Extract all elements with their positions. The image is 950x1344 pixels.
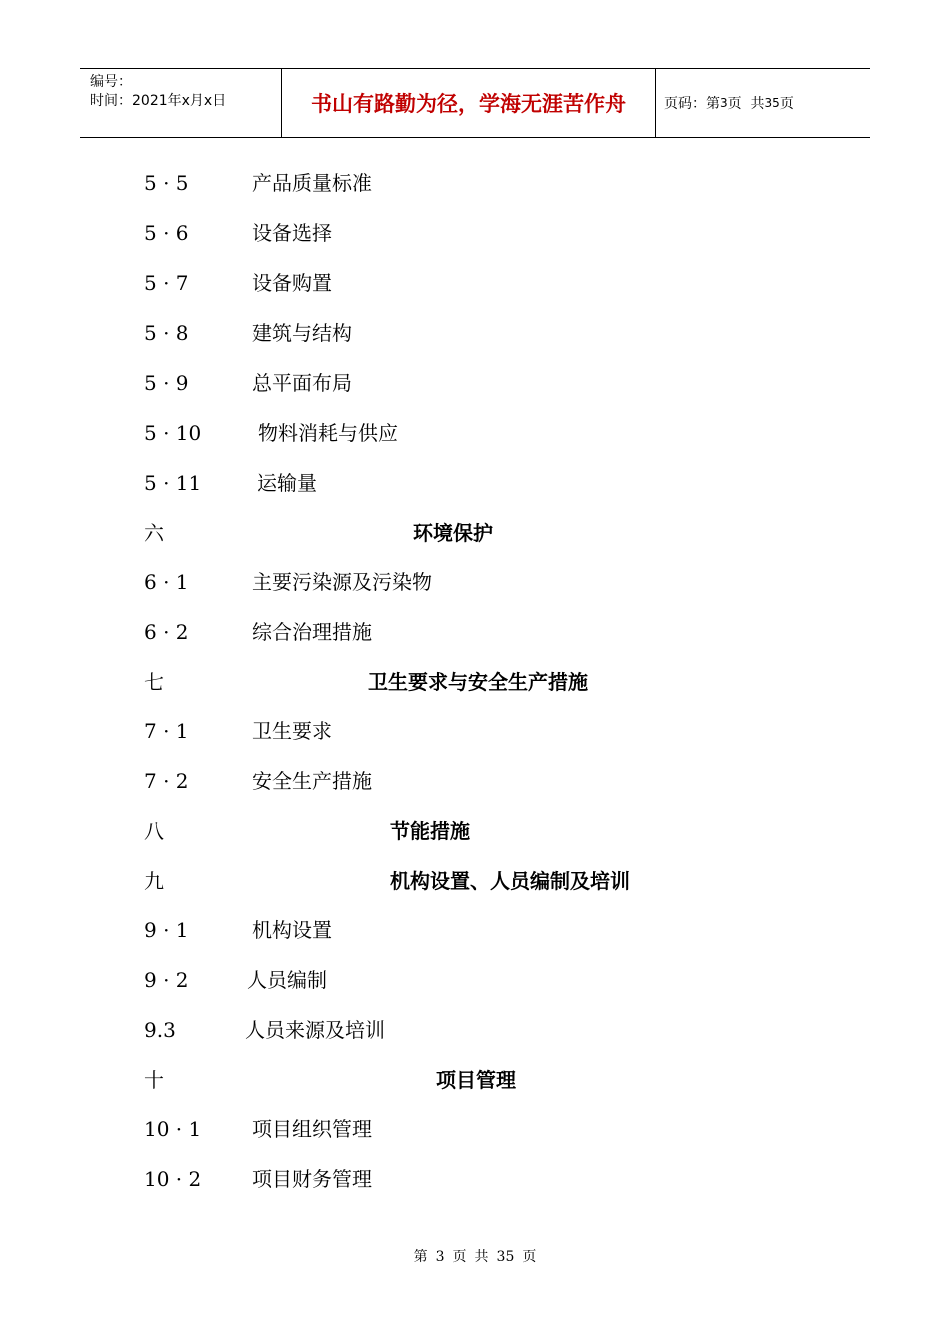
toc-title: 综合治理措施 — [252, 620, 372, 644]
toc-entry — [0, 268, 950, 298]
toc-entry — [0, 617, 950, 647]
toc-number: 5 · 11 — [144, 471, 202, 495]
toc-title: 主要污染源及污染物 — [252, 570, 432, 594]
header-motto: 书山有路勤为径，学海无涯苦作舟 — [282, 69, 656, 137]
toc-number: 6 · 1 — [144, 570, 189, 594]
toc-entry — [0, 567, 950, 597]
toc-number: 9 · 2 — [144, 968, 189, 992]
toc-title: 项目财务管理 — [252, 1167, 372, 1191]
toc-entry — [0, 168, 950, 198]
toc-title: 卫生要求 — [252, 719, 332, 743]
toc-title: 人员来源及培训 — [245, 1018, 385, 1042]
header-meta — [80, 69, 282, 137]
footer-gong: 共 — [474, 1249, 489, 1265]
toc-entry — [0, 418, 950, 448]
toc-entry — [0, 965, 950, 995]
footer-ye: 页 — [452, 1249, 467, 1265]
page-header — [80, 68, 870, 138]
toc-chapter-number: 八 — [144, 819, 164, 843]
toc-entry — [0, 468, 950, 498]
toc-chapter-number: 七 — [144, 670, 164, 694]
toc-chapter-number: 九 — [144, 869, 164, 893]
footer-ye-end: 页 — [522, 1249, 537, 1265]
toc-entry — [0, 1015, 950, 1045]
toc-title: 设备选择 — [252, 221, 332, 245]
toc-entry — [0, 716, 950, 746]
toc-number: 9.3 — [144, 1018, 176, 1042]
doc-number: 编号： — [90, 74, 132, 90]
toc-title: 产品质量标准 — [252, 171, 372, 195]
toc-chapter-number: 十 — [144, 1068, 164, 1092]
toc-title: 物料消耗与供应 — [258, 421, 398, 445]
toc-chapter-title: 机构设置、人员编制及培训 — [390, 869, 630, 893]
toc-chapter-title: 节能措施 — [390, 819, 470, 843]
toc-chapter-number: 六 — [144, 521, 164, 545]
toc-number: 5 · 10 — [144, 421, 202, 445]
toc-chapter — [0, 518, 950, 548]
toc-entry — [0, 218, 950, 248]
page-current: 3 — [720, 96, 728, 110]
toc-entry — [0, 1164, 950, 1194]
footer-total-pages: 35 — [496, 1249, 515, 1265]
footer-di: 第 — [413, 1249, 428, 1265]
toc-number: 5 · 6 — [144, 221, 189, 245]
doc-date: 时间：2021年x月x日 — [90, 93, 227, 109]
toc-number: 9 · 1 — [144, 918, 189, 942]
toc-number: 5 · 8 — [144, 321, 189, 345]
toc-number: 10 · 2 — [144, 1167, 202, 1191]
header-page-info — [656, 69, 870, 137]
toc-number: 5 · 7 — [144, 271, 189, 295]
toc-chapter — [0, 1065, 950, 1095]
toc-number: 7 · 1 — [144, 719, 189, 743]
toc-entry — [0, 915, 950, 945]
toc-number: 5 · 9 — [144, 371, 189, 395]
page-footer — [0, 1246, 950, 1266]
toc-title: 安全生产措施 — [252, 769, 372, 793]
toc-chapter — [0, 667, 950, 697]
toc-title: 机构设置 — [252, 918, 332, 942]
toc-title: 项目组织管理 — [252, 1117, 372, 1141]
toc-title: 总平面布局 — [252, 371, 352, 395]
toc-title: 建筑与结构 — [252, 321, 352, 345]
toc-entry — [0, 368, 950, 398]
toc-title: 运输量 — [257, 471, 317, 495]
toc-chapter-title: 项目管理 — [436, 1068, 516, 1092]
page-end: 页 — [779, 96, 794, 112]
toc-chapter — [0, 816, 950, 846]
page-total: 35 — [764, 96, 780, 110]
toc-number: 6 · 2 — [144, 620, 189, 644]
toc-title: 人员编制 — [247, 968, 327, 992]
toc-number: 10 · 1 — [144, 1117, 202, 1141]
toc-entry — [0, 1114, 950, 1144]
toc-number: 5 · 5 — [144, 171, 189, 195]
toc-chapter — [0, 866, 950, 896]
footer-current-page: 3 — [435, 1249, 445, 1265]
page-label: 页码：第 — [664, 96, 720, 112]
page-mid: 页 共 — [727, 96, 765, 112]
toc-chapter-title: 卫生要求与安全生产措施 — [368, 670, 588, 694]
toc-chapter-title: 环境保护 — [413, 521, 493, 545]
toc-number: 7 · 2 — [144, 769, 189, 793]
toc-entry — [0, 766, 950, 796]
toc-entry — [0, 318, 950, 348]
toc-title: 设备购置 — [252, 271, 332, 295]
